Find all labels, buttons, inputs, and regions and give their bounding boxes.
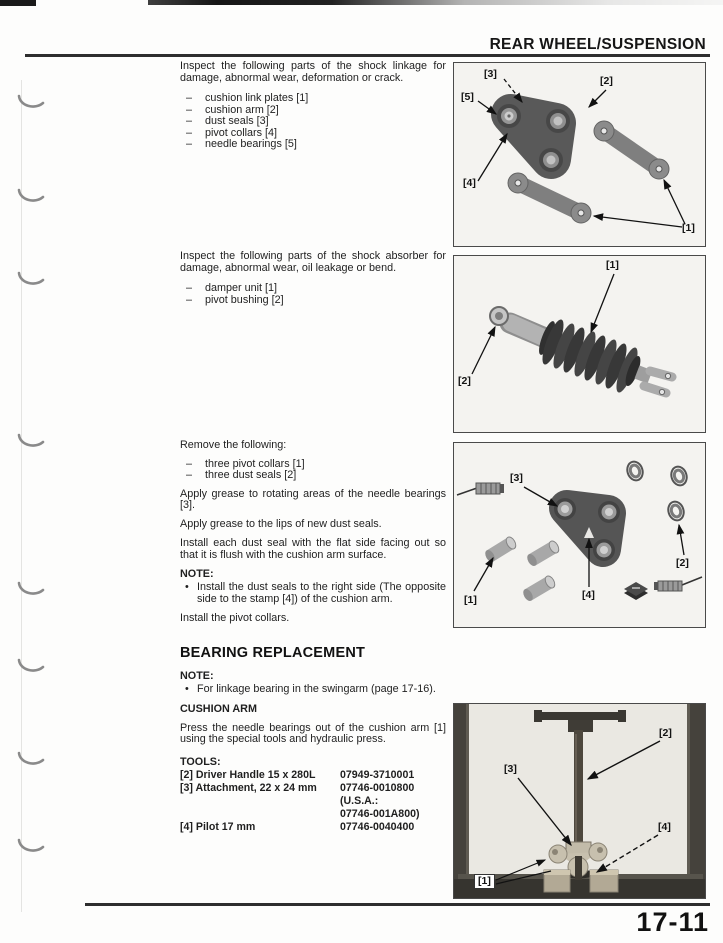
binder-ring-mark xyxy=(16,751,46,769)
grease-icon xyxy=(654,577,702,591)
paragraph: Install the pivot collars. xyxy=(180,611,290,624)
list-item: – needle bearings [5] xyxy=(180,139,446,151)
scan-corner-mark xyxy=(0,0,36,6)
list-item: – three pivot collars [1] xyxy=(180,459,446,471)
tool-row xyxy=(180,782,446,821)
tool-name: [3] Attachment, 22 x 24 mm xyxy=(180,782,317,795)
footer-rule xyxy=(85,903,710,906)
callout-label: [4] xyxy=(463,177,476,189)
figure-shock-linkage xyxy=(453,62,706,247)
tool-row xyxy=(180,769,446,782)
callout-label: [1] xyxy=(474,874,495,889)
figure-cushion-arm-parts xyxy=(453,442,706,628)
callout-label: [2] xyxy=(676,557,689,569)
scan-top-bar xyxy=(148,0,723,5)
grease-icon xyxy=(457,483,504,495)
note-item: • Install the dust seals to the right side (The opposite side to the stamp [4]) of the cushion arm. xyxy=(180,582,446,605)
callout-label: [3] xyxy=(510,472,523,484)
tool-name: [4] Pilot 17 mm xyxy=(180,821,256,834)
list-item: – cushion link plates [1] xyxy=(180,93,446,105)
callout-label: [2] xyxy=(458,375,471,387)
paragraph: Apply grease to the lips of new dust seals. xyxy=(180,518,382,531)
tool-name: [2] Driver Handle 15 x 280L xyxy=(180,769,316,782)
list-item: – dust seals [3] xyxy=(180,116,446,128)
binder-ring-mark xyxy=(16,271,46,289)
section-shock-absorber-inspection xyxy=(180,251,446,315)
callout-label: [3] xyxy=(484,68,497,80)
callout-label: [1] xyxy=(682,222,695,234)
paragraph: Install each dust seal with the flat side facing out so that it is flush with the cushion arm surface. xyxy=(180,536,446,561)
figure-press-setup xyxy=(453,703,706,899)
section-removal-grease xyxy=(180,440,446,633)
list-item: – damper unit [1] xyxy=(180,283,446,295)
binder-ring-mark xyxy=(16,581,46,599)
subsection-heading: CUSHION ARM xyxy=(180,702,257,715)
cushion-arm-parts-illustration xyxy=(454,443,705,627)
note-label: NOTE: xyxy=(180,568,214,581)
page-number: 17-11 xyxy=(636,907,709,937)
note-label: NOTE: xyxy=(180,670,214,682)
binder-ring-mark xyxy=(16,188,46,206)
figure-shock-absorber xyxy=(453,255,706,433)
list-item: – three dust seals [2] xyxy=(180,470,446,482)
paragraph: Apply grease to rotating areas of the needle bearings [3]. xyxy=(180,487,446,512)
stamp-icon xyxy=(624,582,648,600)
removal-list xyxy=(180,459,446,482)
inspection-list xyxy=(180,283,446,306)
callout-label: [5] xyxy=(461,91,474,103)
list-item: – cushion arm [2] xyxy=(180,105,446,117)
tool-row xyxy=(180,821,446,834)
tools-label: TOOLS: xyxy=(180,756,221,769)
paragraph: Inspect the following parts of the shock absorber for damage, abnormal wear, oil leakage or bend. xyxy=(180,250,446,274)
list-item: – pivot collars [4] xyxy=(180,128,446,140)
paragraph: Remove the following: xyxy=(180,439,287,451)
note-item: • For linkage bearing in the swingarm (page 17-16). xyxy=(180,684,446,696)
inspection-list xyxy=(180,93,446,151)
callout-label: [4] xyxy=(582,589,595,601)
binder-ring-mark xyxy=(16,838,46,856)
callout-label: [2] xyxy=(600,75,613,87)
paragraph: Inspect the following parts of the shock linkage for damage, abnormal wear, deformation or crack. xyxy=(180,60,446,84)
binder-ring-mark xyxy=(16,433,46,451)
callout-label: [1] xyxy=(606,259,619,271)
shock-linkage-illustration xyxy=(454,63,705,246)
section-heading: BEARING REPLACEMENT xyxy=(180,645,366,661)
tool-number: 07746-0010800 (U.S.A.: 07746-001A800) xyxy=(340,782,420,821)
shock-absorber-illustration xyxy=(454,256,705,432)
paragraph: Press the needle bearings out of the cushion arm [1] using the special tools and hydraulic press. xyxy=(180,721,446,746)
tool-number: 07746-0040400 xyxy=(340,821,415,834)
list-item: – pivot bushing [2] xyxy=(180,295,446,307)
callout-label: [1] xyxy=(464,594,477,606)
binder-ring-mark xyxy=(16,94,46,112)
tool-number: 07949-3710001 xyxy=(340,769,415,782)
section-bearing-replacement xyxy=(180,645,446,834)
section-shock-linkage-inspection xyxy=(180,61,446,160)
callout-label: [4] xyxy=(658,821,671,833)
binder-ring-mark xyxy=(16,658,46,676)
callout-label: [3] xyxy=(504,763,517,775)
callout-label: [2] xyxy=(659,727,672,739)
page-title: REAR WHEEL/SUSPENSION xyxy=(489,36,706,53)
header-rule xyxy=(25,54,710,57)
